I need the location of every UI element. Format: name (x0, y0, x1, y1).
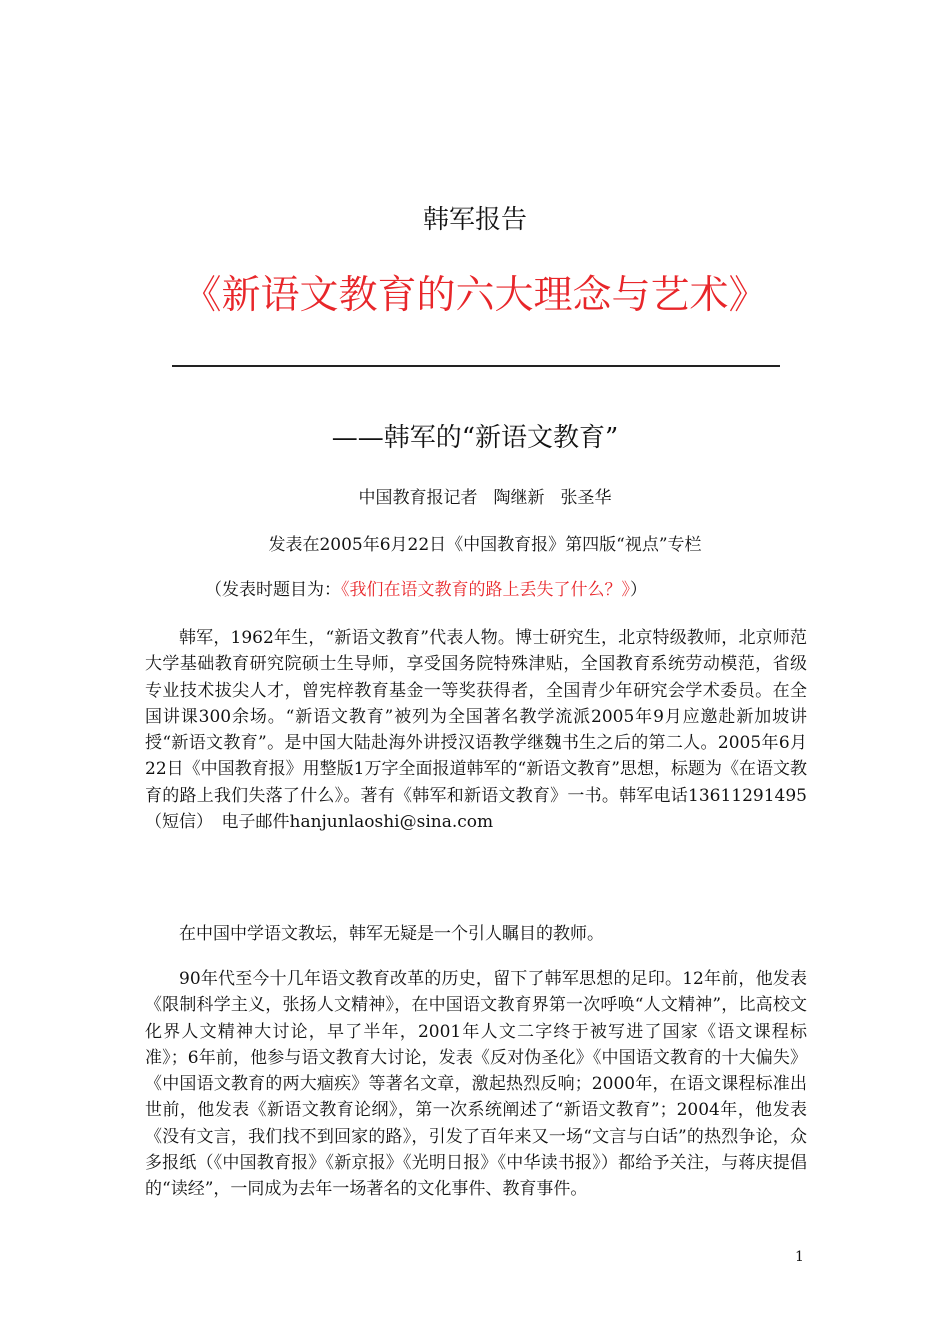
original-title-prefix: （发表时题目为： (205, 580, 341, 600)
bio-paragraph: 韩军，1962年生，“新语文教育”代表人物。博士研究生，北京特级教师，北京师范大学基础教育研究院硕士生导师，享受国务院特殊津贴，全国教育系统劳动模范，省级专业技术拔尖人才，曾宪梓教育基金一等奖获得者，全国青少年研究会学术委员。在全国讲课300余场。“新语文教育”被列为全国著名教学流派2005年9月应邀赴新加坡讲授“新语文教育”。是中国大陆赴海外讲授汉语教学继魏书生之后的第二人。2005年6月22日《中国教育报》用整版1万字全面报道韩军的“新语文教育”思想，标题为《在语文教育的路上我们失落了什么》。著有《韩军和新语文教育》一书。韩军电话13611291495（短信） 电子邮件hanjunlaoshi@sina.com (145, 628, 807, 833)
history-paragraph: 90年代至今十几年语文教育改革的历史，留下了韩军思想的足印。12年前，他发表《限制科学主义，张扬人文精神》，在中国语文教育界第一次呼唤“人文精神”，比高校文化界人文精神大讨论，早了半年，2001年人文二字终于被写进了国家《语文课程标准》；6年前，他参与语文教育大讨论，发表《反对伪圣化》《中国语文教育的十大偏失》《中国语文教育的两大痼疾》等著名文章，激起热烈反响；2000年，在语文课程标准出世前，他发表《新语文教育论纲》，第一次系统阐述了“新语文教育”；2004年，他发表《没有文言，我们找不到回家的路》，引发了百年来又一场“文言与白话”的热烈争论，众多报纸（《中国教育报》《新京报》《光明日报》《中华读书报》）都给予关注，与蒋庆提倡的“读经”，一同成为去年一场著名的文化事件、教育事件。 (145, 969, 807, 1200)
author-line (10, 483, 950, 513)
original-title-text: 《我们在语文教育的路上丢失了什么？》 (341, 580, 630, 600)
main-title: 《新语文教育的六大理念与艺术》 (182, 273, 768, 318)
author-name: 张圣华 (560, 488, 612, 508)
original-title-note (205, 575, 647, 605)
author-name: 陶继新 (493, 488, 545, 508)
page-number: 1 (795, 1249, 804, 1265)
publication-note: 发表在2005年6月22日《中国教育报》第四版“视点”专栏 (268, 535, 702, 555)
original-title-suffix: ） (630, 580, 647, 600)
rule-line (172, 365, 780, 367)
subtitle: ——韩军的“新语文教育” (331, 423, 619, 453)
author-role: 中国教育报记者 (358, 488, 478, 508)
intro-paragraph: 在中国中学语文教坛，韩军无疑是一个引人瞩目的教师。 (179, 924, 604, 944)
report-label: 韩军报告 (422, 205, 527, 235)
